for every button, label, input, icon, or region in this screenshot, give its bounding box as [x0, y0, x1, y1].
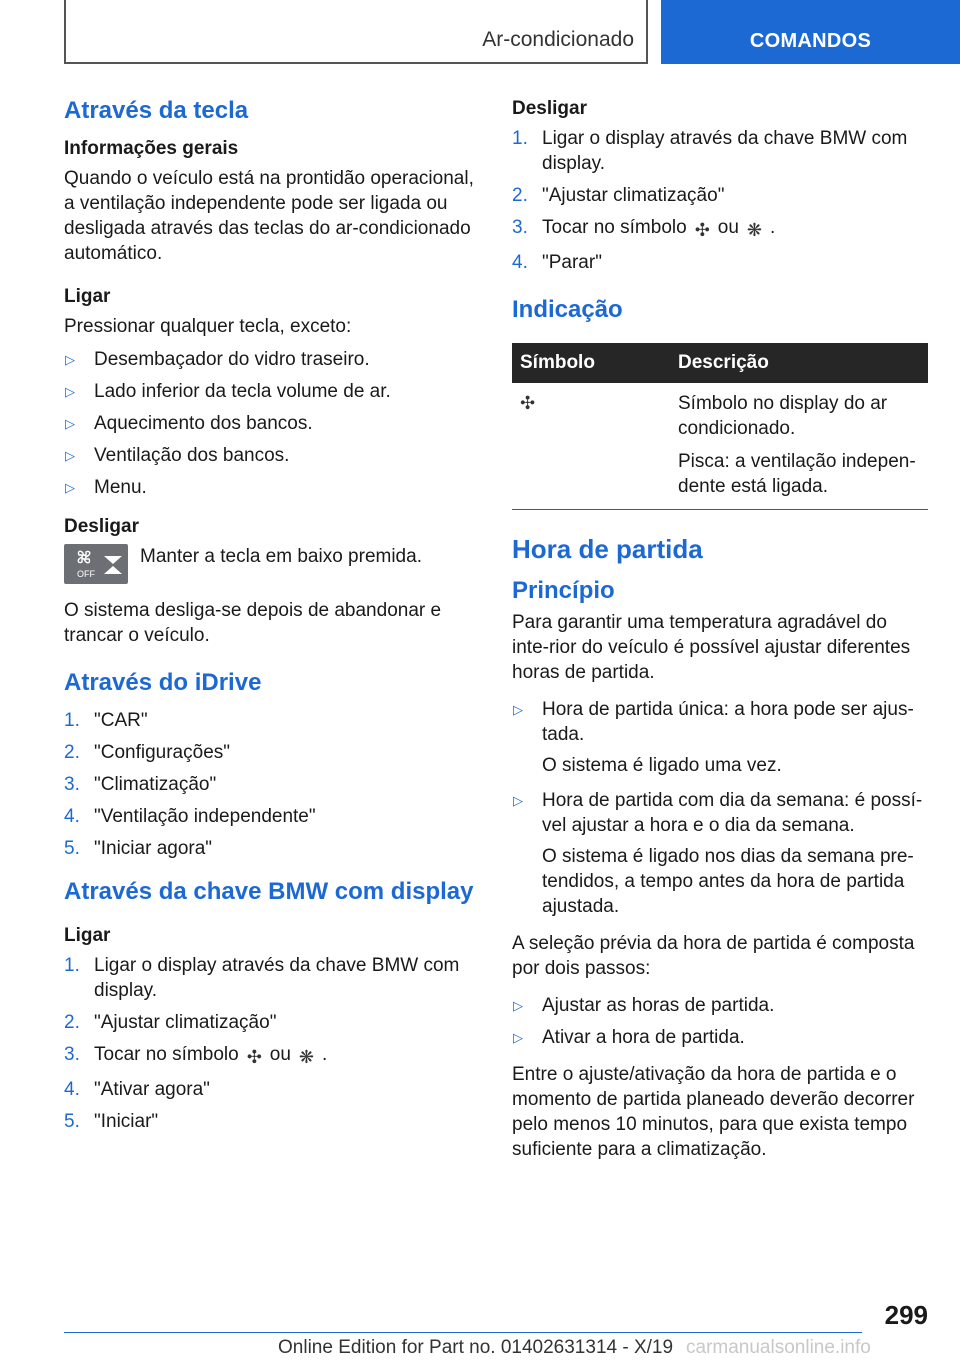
- header-section-tab: [64, 0, 648, 64]
- header-chapter-title: COMANDOS: [749, 30, 872, 52]
- list-item: 4. "Ativar agora": [64, 1079, 210, 1100]
- svg-text:OFF: OFF: [77, 569, 95, 579]
- paragraph-desligar: O sistema desliga-se depois de abandonar e trancar o veículo.: [64, 600, 442, 646]
- page-number: 299: [884, 1300, 928, 1330]
- list-item: 1. "CAR": [64, 710, 148, 731]
- off-button-row: [64, 544, 474, 584]
- table-header-symbol: Símbolo: [512, 343, 670, 383]
- bullet-triangle-icon: ▷: [513, 793, 523, 808]
- list-item: 1. Ligar o display através da chave BMW com display.: [64, 955, 460, 1001]
- edition-text: Online Edition for Part no. 01402631314 - X/19: [278, 1337, 674, 1358]
- fan-off-button-icon: [64, 544, 128, 584]
- list-item: 2. "Ajustar climatização": [512, 185, 725, 206]
- fan-speed-icon: ❋: [746, 220, 763, 240]
- list-item: 4. "Ventilação independente": [64, 806, 316, 827]
- watermark: carmanualsonline.info: [686, 1337, 871, 1358]
- list-item: 3. Tocar no símbolo ✣ ou ❋ .: [64, 1042, 474, 1070]
- right-column: [512, 96, 928, 1174]
- paragraph-final: Entre o ajuste/ativação da hora de partida e o momento de partida planeado deverão decorrer pelo menos 10 minutos, para que exista tempo suficiente para a climatização.: [512, 1064, 915, 1160]
- heading-hora-de-partida: Hora de partida: [512, 534, 703, 564]
- list-item: 5. "Iniciar": [64, 1111, 159, 1132]
- footer-divider: [64, 1332, 862, 1333]
- heading-atraves-do-idrive: Através do iDrive: [64, 669, 262, 696]
- indicator-table: [512, 343, 928, 510]
- paragraph-selecao: A seleção prévia da hora de partida é composta por dois passos:: [512, 933, 915, 979]
- desligar-steps: [512, 126, 928, 275]
- bullet-triangle-icon: ▷: [65, 480, 75, 495]
- bullet-triangle-icon: ▷: [65, 448, 75, 463]
- list-item: 3. Tocar no símbolo ✣ ou ❋ .: [512, 215, 928, 243]
- bullet-triangle-icon: ▷: [65, 352, 75, 367]
- list-item: ▷ Ajustar as horas de partida.: [513, 995, 775, 1016]
- heading-desligar-right: Desligar: [512, 98, 587, 119]
- paragraph-ligar: Pressionar qualquer tecla, exceto:: [64, 316, 352, 337]
- bullet-triangle-icon: ▷: [65, 384, 75, 399]
- heading-atraves-da-chave: Através da chave BMW com display: [64, 878, 474, 905]
- table-cell-symbol: [512, 383, 670, 510]
- list-item: ▷ Ventilação dos bancos.: [65, 445, 290, 466]
- hora-list: [512, 697, 928, 919]
- chave-steps: [64, 953, 474, 1134]
- fan-icon: ✣: [246, 1047, 262, 1067]
- heading-atraves-da-tecla: Através da tecla: [64, 97, 249, 124]
- off-button-text: Manter a tecla em baixo premida.: [140, 546, 422, 567]
- paragraph-principio: Para garantir uma temperatura agradável do inte-rior do veículo é possível ajustar diferentes horas de partida.: [512, 612, 911, 683]
- heading-ligar: Ligar: [64, 286, 111, 307]
- list-item: 4. "Parar": [512, 252, 602, 273]
- heading-indicacao: Indicação: [512, 296, 623, 323]
- passos-list: [512, 993, 928, 1050]
- list-item: 5. "Iniciar agora": [64, 838, 213, 859]
- list-item: ▷ Hora de partida com dia da semana: é possí-vel ajustar a hora e o dia da semana. O sistema é ligado nos dias da semana pre-tendidos, a tempo antes da hora de partida ajustada.: [513, 790, 923, 917]
- list-item: 2. "Ajustar climatização": [64, 1012, 277, 1033]
- paragraph-info: Quando o veículo está na prontidão operacional, a ventilação independente pode ser ligada ou desligada através das teclas do ar-condicionado automático.: [64, 168, 474, 264]
- table-row: [512, 383, 928, 510]
- heading-chave-ligar: Ligar: [64, 925, 111, 946]
- fan-icon: ✣: [520, 393, 536, 413]
- idrive-steps: [64, 708, 474, 861]
- fan-icon: ✣: [694, 220, 710, 240]
- header-chapter-tab: [661, 0, 960, 64]
- list-item: 2. "Configurações": [64, 742, 231, 763]
- list-item: ▷ Lado inferior da tecla volume de ar.: [65, 381, 391, 402]
- bullet-triangle-icon: ▷: [65, 416, 75, 431]
- bullet-triangle-icon: ▷: [513, 1030, 523, 1045]
- fan-speed-icon: ❋: [298, 1047, 315, 1067]
- list-item: 1. Ligar o display através da chave BMW com display.: [512, 128, 908, 174]
- list-item: ▷ Desembaçador do vidro traseiro.: [65, 349, 370, 370]
- list-item: ▷ Hora de partida única: a hora pode ser ajus-tada. O sistema é ligado uma vez.: [513, 699, 914, 776]
- heading-informacoes-gerais: Informações gerais: [64, 138, 239, 159]
- left-column: [64, 96, 474, 1146]
- list-item: ▷ Ativar a hora de partida.: [513, 1027, 745, 1048]
- list-item: ▷ Menu.: [65, 477, 147, 498]
- heading-principio: Princípio: [512, 577, 615, 604]
- header-section-title: Ar-condicionado: [482, 28, 634, 51]
- list-item: ▷ Aquecimento dos bancos.: [65, 413, 313, 434]
- heading-desligar: Desligar: [64, 516, 139, 537]
- bullet-triangle-icon: ▷: [513, 998, 523, 1013]
- list-item: 3. "Climatização": [64, 774, 217, 795]
- table-header-description: Descrição: [670, 343, 928, 383]
- ligar-list: [64, 347, 474, 500]
- table-cell-description: Símbolo no display do ar condicionado. Pisca: a ventilação indepen-dente está ligada.: [670, 383, 928, 510]
- bullet-triangle-icon: ▷: [513, 702, 523, 717]
